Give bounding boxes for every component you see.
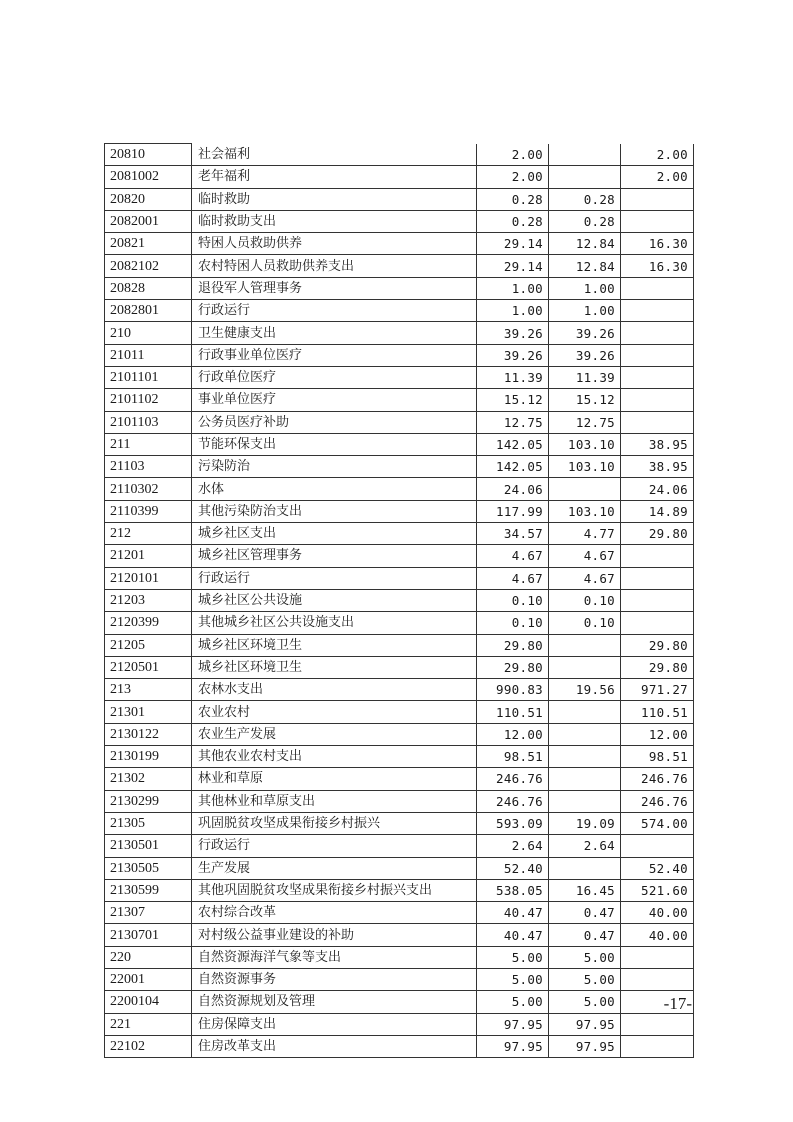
subject-name-cell: 住房改革支出: [192, 1035, 477, 1057]
project-expenditure-cell: 521.60: [621, 879, 694, 901]
table-row: [105, 1013, 694, 1035]
project-expenditure-cell: [621, 210, 694, 232]
basic-expenditure-cell: 97.95: [549, 1035, 621, 1057]
project-expenditure-cell: 29.80: [621, 656, 694, 678]
subject-code-cell: 2101102: [105, 389, 192, 411]
subject-name-cell: 其他污染防治支出: [192, 500, 477, 522]
subject-name-cell: 公务员医疗补助: [192, 411, 477, 433]
subject-name-cell: 污染防治: [192, 456, 477, 478]
project-expenditure-cell: [621, 366, 694, 388]
subject-code-cell: 2120101: [105, 567, 192, 589]
subject-name-cell: 巩固脱贫攻坚成果衔接乡村振兴: [192, 812, 477, 834]
basic-expenditure-cell: 15.12: [549, 389, 621, 411]
table-row: [105, 612, 694, 634]
total-amount-cell: 0.28: [477, 188, 549, 210]
project-expenditure-cell: 40.00: [621, 924, 694, 946]
total-amount-cell: 5.00: [477, 946, 549, 968]
total-amount-cell: 4.67: [477, 545, 549, 567]
subject-code-cell: 221: [105, 1013, 192, 1035]
subject-code-cell: 21302: [105, 768, 192, 790]
subject-name-cell: 其他农业农村支出: [192, 746, 477, 768]
total-amount-cell: 142.05: [477, 456, 549, 478]
basic-expenditure-cell: [549, 790, 621, 812]
total-amount-cell: 15.12: [477, 389, 549, 411]
basic-expenditure-cell: 4.67: [549, 567, 621, 589]
subject-name-cell: 农业生产发展: [192, 723, 477, 745]
basic-expenditure-cell: 19.56: [549, 679, 621, 701]
subject-code-cell: 20821: [105, 233, 192, 255]
total-amount-cell: 4.67: [477, 567, 549, 589]
total-amount-cell: 29.80: [477, 656, 549, 678]
table-row: [105, 902, 694, 924]
table-row: [105, 500, 694, 522]
subject-code-cell: 2081002: [105, 166, 192, 188]
table-row: [105, 366, 694, 388]
project-expenditure-cell: 971.27: [621, 679, 694, 701]
total-amount-cell: 2.00: [477, 166, 549, 188]
table-row: [105, 812, 694, 834]
total-amount-cell: 40.47: [477, 924, 549, 946]
subject-name-cell: 自然资源规划及管理: [192, 991, 477, 1013]
project-expenditure-cell: [621, 946, 694, 968]
table-row: [105, 701, 694, 723]
subject-code-cell: 21307: [105, 902, 192, 924]
total-amount-cell: 246.76: [477, 790, 549, 812]
total-amount-cell: 29.14: [477, 233, 549, 255]
project-expenditure-cell: 2.00: [621, 166, 694, 188]
table-row: [105, 210, 694, 232]
table-row: [105, 166, 694, 188]
subject-name-cell: 城乡社区环境卫生: [192, 634, 477, 656]
project-expenditure-cell: 52.40: [621, 857, 694, 879]
project-expenditure-cell: [621, 567, 694, 589]
subject-code-cell: 2130199: [105, 746, 192, 768]
project-expenditure-cell: 2.00: [621, 144, 694, 166]
project-expenditure-cell: 110.51: [621, 701, 694, 723]
table-row: [105, 1035, 694, 1057]
subject-code-cell: 2130599: [105, 879, 192, 901]
subject-name-cell: 老年福利: [192, 166, 477, 188]
basic-expenditure-cell: [549, 166, 621, 188]
basic-expenditure-cell: 5.00: [549, 946, 621, 968]
basic-expenditure-cell: 103.10: [549, 500, 621, 522]
total-amount-cell: 52.40: [477, 857, 549, 879]
total-amount-cell: 110.51: [477, 701, 549, 723]
basic-expenditure-cell: 103.10: [549, 456, 621, 478]
subject-name-cell: 节能环保支出: [192, 433, 477, 455]
table-row: [105, 835, 694, 857]
subject-name-cell: 林业和草原: [192, 768, 477, 790]
basic-expenditure-cell: [549, 478, 621, 500]
project-expenditure-cell: 38.95: [621, 433, 694, 455]
total-amount-cell: 98.51: [477, 746, 549, 768]
table-row: [105, 389, 694, 411]
subject-code-cell: 21203: [105, 589, 192, 611]
subject-code-cell: 211: [105, 433, 192, 455]
total-amount-cell: 1.00: [477, 277, 549, 299]
subject-code-cell: 22001: [105, 968, 192, 990]
subject-name-cell: 行政单位医疗: [192, 366, 477, 388]
subject-code-cell: 20820: [105, 188, 192, 210]
table-row: [105, 567, 694, 589]
total-amount-cell: 117.99: [477, 500, 549, 522]
subject-code-cell: 2110399: [105, 500, 192, 522]
project-expenditure-cell: 246.76: [621, 790, 694, 812]
basic-expenditure-cell: [549, 144, 621, 166]
table-row: [105, 679, 694, 701]
basic-expenditure-cell: [549, 701, 621, 723]
table-body: [105, 144, 694, 1058]
project-expenditure-cell: [621, 612, 694, 634]
total-amount-cell: 2.00: [477, 144, 549, 166]
subject-code-cell: 21305: [105, 812, 192, 834]
table-row: [105, 768, 694, 790]
total-amount-cell: 11.39: [477, 366, 549, 388]
subject-name-cell: 其他林业和草原支出: [192, 790, 477, 812]
table-row: [105, 545, 694, 567]
basic-expenditure-cell: [549, 746, 621, 768]
table-row: [105, 233, 694, 255]
total-amount-cell: 2.64: [477, 835, 549, 857]
subject-code-cell: 2101103: [105, 411, 192, 433]
subject-name-cell: 农林水支出: [192, 679, 477, 701]
table-row: [105, 589, 694, 611]
table-row: [105, 723, 694, 745]
table-row: [105, 879, 694, 901]
project-expenditure-cell: [621, 344, 694, 366]
basic-expenditure-cell: 39.26: [549, 344, 621, 366]
basic-expenditure-cell: 39.26: [549, 322, 621, 344]
subject-code-cell: 2130505: [105, 857, 192, 879]
subject-code-cell: 2130299: [105, 790, 192, 812]
basic-expenditure-cell: 5.00: [549, 991, 621, 1013]
basic-expenditure-cell: [549, 768, 621, 790]
subject-code-cell: 2082801: [105, 300, 192, 322]
basic-expenditure-cell: 16.45: [549, 879, 621, 901]
subject-name-cell: 其他城乡社区公共设施支出: [192, 612, 477, 634]
project-expenditure-cell: 40.00: [621, 902, 694, 924]
subject-code-cell: 21205: [105, 634, 192, 656]
project-expenditure-cell: [621, 411, 694, 433]
table-row: [105, 968, 694, 990]
project-expenditure-cell: [621, 300, 694, 322]
subject-name-cell: 农业农村: [192, 701, 477, 723]
project-expenditure-cell: 246.76: [621, 768, 694, 790]
table-row: [105, 924, 694, 946]
subject-code-cell: 2200104: [105, 991, 192, 1013]
basic-expenditure-cell: 0.10: [549, 612, 621, 634]
subject-name-cell: 退役军人管理事务: [192, 277, 477, 299]
subject-code-cell: 2130701: [105, 924, 192, 946]
project-expenditure-cell: [621, 968, 694, 990]
basic-expenditure-cell: 97.95: [549, 1013, 621, 1035]
basic-expenditure-cell: 1.00: [549, 300, 621, 322]
total-amount-cell: 0.10: [477, 589, 549, 611]
project-expenditure-cell: 38.95: [621, 456, 694, 478]
basic-expenditure-cell: 103.10: [549, 433, 621, 455]
subject-name-cell: 城乡社区管理事务: [192, 545, 477, 567]
project-expenditure-cell: [621, 277, 694, 299]
table-row: [105, 790, 694, 812]
subject-name-cell: 其他巩固脱贫攻坚成果衔接乡村振兴支出: [192, 879, 477, 901]
subject-code-cell: 21011: [105, 344, 192, 366]
basic-expenditure-cell: 12.84: [549, 255, 621, 277]
subject-name-cell: 事业单位医疗: [192, 389, 477, 411]
project-expenditure-cell: [621, 1013, 694, 1035]
total-amount-cell: 39.26: [477, 322, 549, 344]
subject-code-cell: 20810: [105, 144, 192, 166]
subject-name-cell: 住房保障支出: [192, 1013, 477, 1035]
total-amount-cell: 39.26: [477, 344, 549, 366]
basic-expenditure-cell: 0.28: [549, 210, 621, 232]
total-amount-cell: 5.00: [477, 968, 549, 990]
table-row: [105, 991, 694, 1013]
basic-expenditure-cell: 4.67: [549, 545, 621, 567]
subject-code-cell: 210: [105, 322, 192, 344]
basic-expenditure-cell: [549, 634, 621, 656]
subject-name-cell: 农村综合改革: [192, 902, 477, 924]
subject-name-cell: 城乡社区环境卫生: [192, 656, 477, 678]
table-row: [105, 411, 694, 433]
total-amount-cell: 29.14: [477, 255, 549, 277]
basic-expenditure-cell: [549, 656, 621, 678]
table-row: [105, 322, 694, 344]
table-row: [105, 188, 694, 210]
project-expenditure-cell: 24.06: [621, 478, 694, 500]
subject-name-cell: 城乡社区公共设施: [192, 589, 477, 611]
subject-name-cell: 临时救助支出: [192, 210, 477, 232]
subject-code-cell: 2110302: [105, 478, 192, 500]
subject-name-cell: 社会福利: [192, 144, 477, 166]
project-expenditure-cell: [621, 835, 694, 857]
subject-code-cell: 21201: [105, 545, 192, 567]
project-expenditure-cell: 29.80: [621, 634, 694, 656]
table-row: [105, 634, 694, 656]
table-row: [105, 456, 694, 478]
project-expenditure-cell: 16.30: [621, 233, 694, 255]
subject-name-cell: 自然资源海洋气象等支出: [192, 946, 477, 968]
total-amount-cell: 24.06: [477, 478, 549, 500]
subject-code-cell: 2130501: [105, 835, 192, 857]
table-row: [105, 523, 694, 545]
subject-name-cell: 自然资源事务: [192, 968, 477, 990]
subject-name-cell: 城乡社区支出: [192, 523, 477, 545]
project-expenditure-cell: 98.51: [621, 746, 694, 768]
basic-expenditure-cell: 0.47: [549, 902, 621, 924]
total-amount-cell: 12.75: [477, 411, 549, 433]
subject-name-cell: 卫生健康支出: [192, 322, 477, 344]
basic-expenditure-cell: 0.47: [549, 924, 621, 946]
expenditure-table-container: [104, 143, 693, 1058]
subject-code-cell: 2082102: [105, 255, 192, 277]
basic-expenditure-cell: 0.10: [549, 589, 621, 611]
expenditure-table: [104, 143, 694, 1058]
total-amount-cell: 97.95: [477, 1035, 549, 1057]
total-amount-cell: 246.76: [477, 768, 549, 790]
basic-expenditure-cell: 12.75: [549, 411, 621, 433]
subject-code-cell: 2120399: [105, 612, 192, 634]
basic-expenditure-cell: 12.84: [549, 233, 621, 255]
project-expenditure-cell: [621, 188, 694, 210]
subject-name-cell: 农村特困人员救助供养支出: [192, 255, 477, 277]
subject-code-cell: 22102: [105, 1035, 192, 1057]
total-amount-cell: 0.10: [477, 612, 549, 634]
subject-code-cell: 212: [105, 523, 192, 545]
total-amount-cell: 29.80: [477, 634, 549, 656]
total-amount-cell: 34.57: [477, 523, 549, 545]
table-row: [105, 857, 694, 879]
table-row: [105, 255, 694, 277]
subject-name-cell: 行政事业单位医疗: [192, 344, 477, 366]
project-expenditure-cell: 14.89: [621, 500, 694, 522]
table-row: [105, 300, 694, 322]
basic-expenditure-cell: 4.77: [549, 523, 621, 545]
basic-expenditure-cell: 0.28: [549, 188, 621, 210]
project-expenditure-cell: 29.80: [621, 523, 694, 545]
table-row: [105, 946, 694, 968]
table-row: [105, 656, 694, 678]
total-amount-cell: 40.47: [477, 902, 549, 924]
basic-expenditure-cell: [549, 723, 621, 745]
basic-expenditure-cell: 5.00: [549, 968, 621, 990]
basic-expenditure-cell: 19.09: [549, 812, 621, 834]
project-expenditure-cell: [621, 589, 694, 611]
project-expenditure-cell: [621, 389, 694, 411]
basic-expenditure-cell: 1.00: [549, 277, 621, 299]
subject-name-cell: 特困人员救助供养: [192, 233, 477, 255]
basic-expenditure-cell: [549, 857, 621, 879]
total-amount-cell: 97.95: [477, 1013, 549, 1035]
subject-code-cell: 21103: [105, 456, 192, 478]
subject-code-cell: 2101101: [105, 366, 192, 388]
subject-name-cell: 行政运行: [192, 835, 477, 857]
total-amount-cell: 990.83: [477, 679, 549, 701]
subject-name-cell: 行政运行: [192, 567, 477, 589]
table-row: [105, 433, 694, 455]
subject-code-cell: 21301: [105, 701, 192, 723]
subject-code-cell: 2082001: [105, 210, 192, 232]
total-amount-cell: 5.00: [477, 991, 549, 1013]
project-expenditure-cell: 574.00: [621, 812, 694, 834]
project-expenditure-cell: [621, 545, 694, 567]
project-expenditure-cell: 12.00: [621, 723, 694, 745]
project-expenditure-cell: [621, 322, 694, 344]
subject-name-cell: 生产发展: [192, 857, 477, 879]
subject-code-cell: 220: [105, 946, 192, 968]
total-amount-cell: 142.05: [477, 433, 549, 455]
table-row: [105, 746, 694, 768]
total-amount-cell: 1.00: [477, 300, 549, 322]
table-row: [105, 344, 694, 366]
table-row: [105, 478, 694, 500]
subject-name-cell: 水体: [192, 478, 477, 500]
subject-code-cell: 2130122: [105, 723, 192, 745]
basic-expenditure-cell: 11.39: [549, 366, 621, 388]
total-amount-cell: 593.09: [477, 812, 549, 834]
project-expenditure-cell: 16.30: [621, 255, 694, 277]
table-row: [105, 277, 694, 299]
total-amount-cell: 0.28: [477, 210, 549, 232]
table-row: [105, 144, 694, 166]
project-expenditure-cell: [621, 1035, 694, 1057]
basic-expenditure-cell: 2.64: [549, 835, 621, 857]
subject-name-cell: 对村级公益事业建设的补助: [192, 924, 477, 946]
subject-code-cell: 20828: [105, 277, 192, 299]
subject-code-cell: 2120501: [105, 656, 192, 678]
page-number: -17-: [663, 994, 692, 1013]
total-amount-cell: 12.00: [477, 723, 549, 745]
subject-name-cell: 行政运行: [192, 300, 477, 322]
total-amount-cell: 538.05: [477, 879, 549, 901]
subject-name-cell: 临时救助: [192, 188, 477, 210]
subject-code-cell: 213: [105, 679, 192, 701]
